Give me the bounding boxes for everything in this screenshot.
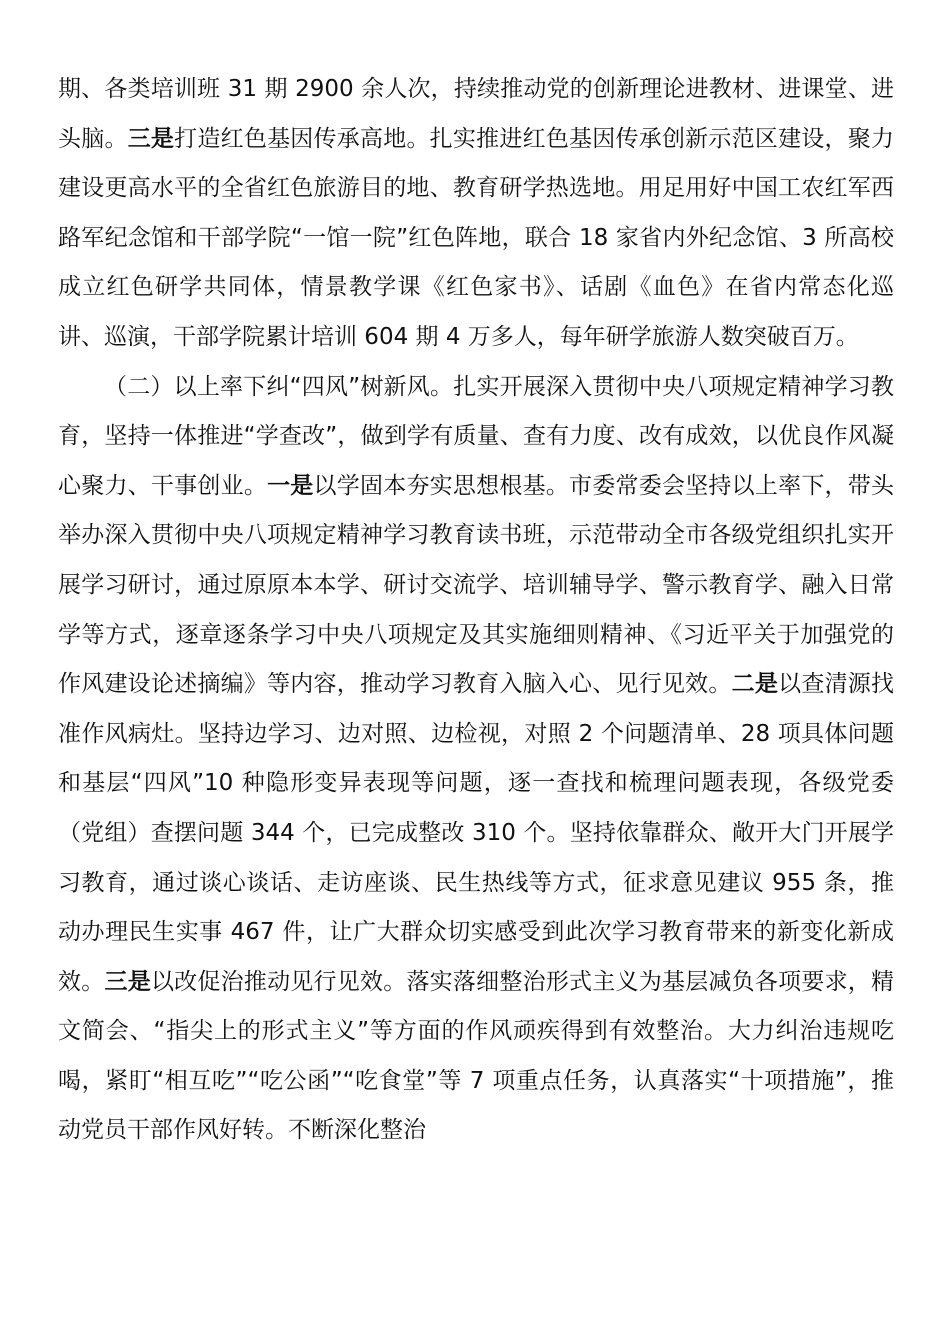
body-text: 打造红色基因传承高地。扎实推进红色基因传承创新示范区建设，聚力建设更高水平的全省红色旅游目的地、教育研学热选地。用足用好中国工农红军西路军纪念馆和干部学院“一馆一院”红色阵地，联合 18 家省内外纪念馆、3 所高校成立红色研学共同体，情景教学课《红色家书》、话剧《血色》在省内常态化巡讲、巡演，干部学院累计培训 604 期 4 万多人，每年研学旅游人数突破百万。 — [58, 125, 895, 350]
paragraph-section-two — [58, 363, 894, 1157]
section-heading-text: （二）以上率下纠“四风”树新风。扎实开展深入贯彻中央八项规定精神学习教育，坚持一体推进“学查改”，做到学有质量、查有力度、改有成效，以优良作风凝心聚力、干事创业。 — [58, 373, 894, 499]
bold-keyword-san-shi: 三是 — [104, 968, 151, 995]
body-text: 以改促治推动见行见效。落实落细整治形式主义为基层减负各项要求，精文简会、“指尖上的形式主义”等方面的作风顽疾得到有效整治。大力纠治违规吃喝，紧盯“相互吃”“吃公函”“吃食堂”等 7 项重点任务，认真落实“十项措施”，推动党员干部作风好转。不断深化整治 — [58, 968, 895, 1144]
document-page — [58, 65, 894, 1156]
paragraph-continuation — [58, 65, 894, 363]
bold-keyword-er-shi: 二是 — [731, 671, 779, 698]
bold-keyword-yi-shi: 一是 — [267, 472, 314, 499]
bold-keyword-san-shi: 三是 — [127, 125, 175, 152]
body-text: 期、各类培训班 31 期 2900 余人次，持续推动党的创新理论进教材、进课堂、进头脑。 — [58, 76, 894, 152]
body-text: 以查清源找准作风病灶。坚持边学习、边对照、边检视，对照 2 个问题清单、28 项具体问题和基层“四风”10 种隐形变异表现等问题，逐一查找和梳理问题表现，各级党委（党组）查摆问题 344 个，已完成整改 310 个。坚持依靠群众、敞开大门开展学习教育，通过谈心谈话、走访座谈、民生热线等方式，征求意见建议 955 条，推动办理民生实事 467 件，让广大群众切实感受到此次学习教育带来的新变化新成效。 — [58, 671, 895, 995]
body-text: 以学固本夯实思想根基。市委常委会坚持以上率下，带头举办深入贯彻中央八项规定精神学习教育读书班，示范带动全市各级党组织扎实开展学习研讨，通过原原本本学、研讨交流学、培训辅导学、警示教育学、融入日常学等方式，逐章逐条学习中央八项规定及其实施细则精神、《习近平关于加强党的作风建设论述摘编》等内容，推动学习教育入脑入心、见行见效。 — [58, 472, 895, 698]
